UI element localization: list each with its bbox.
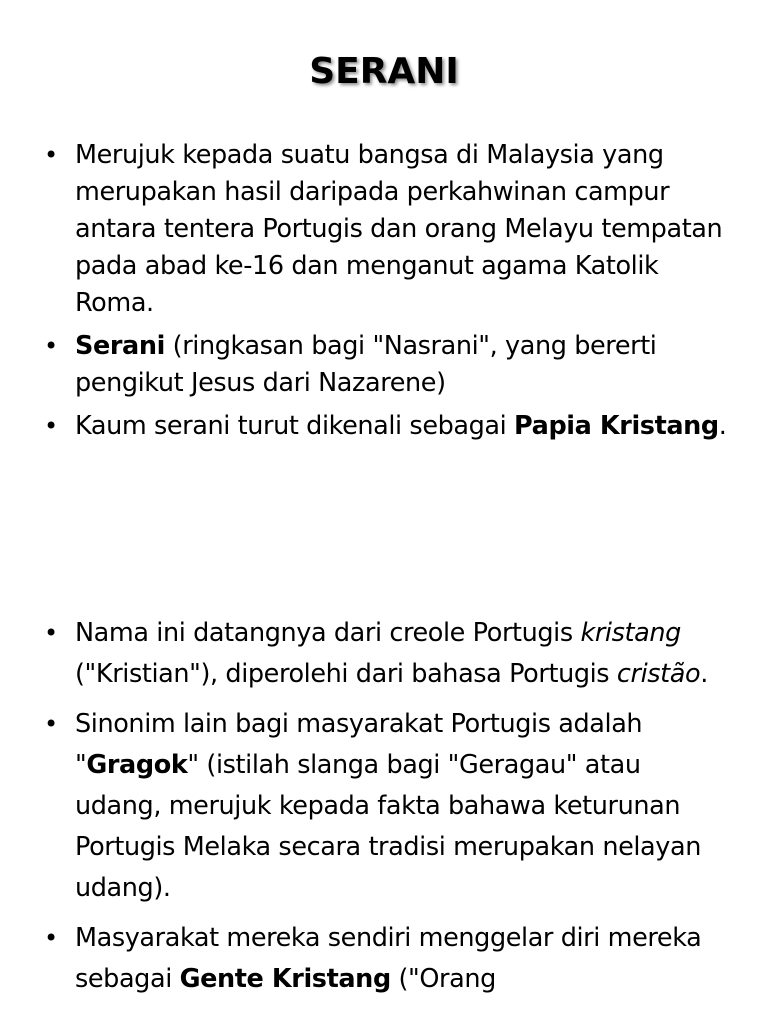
bullet-icon: • bbox=[44, 332, 58, 360]
italic-term: cristão bbox=[616, 659, 701, 689]
bullet-item-gente-kristang bbox=[0, 918, 768, 1000]
bullet-icon: • bbox=[44, 619, 58, 647]
bullet-icon: • bbox=[44, 412, 58, 440]
bullet-text: ("Orang bbox=[390, 964, 496, 994]
bullet-item-serani-meaning bbox=[0, 328, 768, 402]
bullet-item-definition bbox=[0, 137, 768, 322]
bold-term: Serani bbox=[75, 331, 165, 361]
bullet-list-origin bbox=[0, 613, 768, 1009]
bullet-list-intro bbox=[0, 137, 768, 451]
bullet-tail: . bbox=[700, 659, 708, 689]
bullet-text: (ringkasan bagi "Nasrani", yang bererti pengikut Jesus dari Nazarene) bbox=[75, 331, 657, 398]
bullet-tail: . bbox=[718, 411, 727, 441]
bullet-icon: • bbox=[44, 924, 58, 952]
bullet-text: Merujuk kepada suatu bangsa di Malaysia yang merupakan hasil daripada perkahwinan campur antara tentera Portugis dan orang Melayu tempatan pada abad ke-16 dan menganut agama Katolik Roma. bbox=[75, 140, 723, 318]
bullet-text: ("Kristian"), diperolehi dari bahasa Portugis bbox=[75, 659, 617, 689]
bullet-text: Nama ini datangnya dari creole Portugis bbox=[75, 618, 581, 648]
bullet-icon: • bbox=[44, 710, 58, 738]
bold-term: Gente Kristang bbox=[179, 964, 391, 994]
bullet-text: " (istilah slanga bagi "Geragau" atau udang, merujuk kepada fakta bahawa keturunan Portugis Melaka secara tradisi merupakan nelayan udang). bbox=[75, 750, 701, 903]
bullet-item-gragok bbox=[0, 704, 768, 909]
bullet-item-name-origin bbox=[0, 613, 768, 695]
italic-term: kristang bbox=[580, 618, 681, 648]
bullet-text: Masyarakat mereka sendiri menggelar diri mereka sebagai bbox=[75, 923, 702, 994]
bullet-icon: • bbox=[44, 141, 58, 169]
bold-term: Gragok bbox=[86, 750, 188, 780]
bullet-item-papia-kristang bbox=[0, 408, 768, 445]
bullet-text: Kaum serani turut dikenali sebagai bbox=[75, 411, 515, 441]
slide-title: SERANI bbox=[309, 51, 459, 92]
bold-term: Papia Kristang bbox=[514, 411, 719, 441]
bullet-text: Sinonim lain bagi masyarakat Portugis adalah " bbox=[75, 709, 643, 780]
